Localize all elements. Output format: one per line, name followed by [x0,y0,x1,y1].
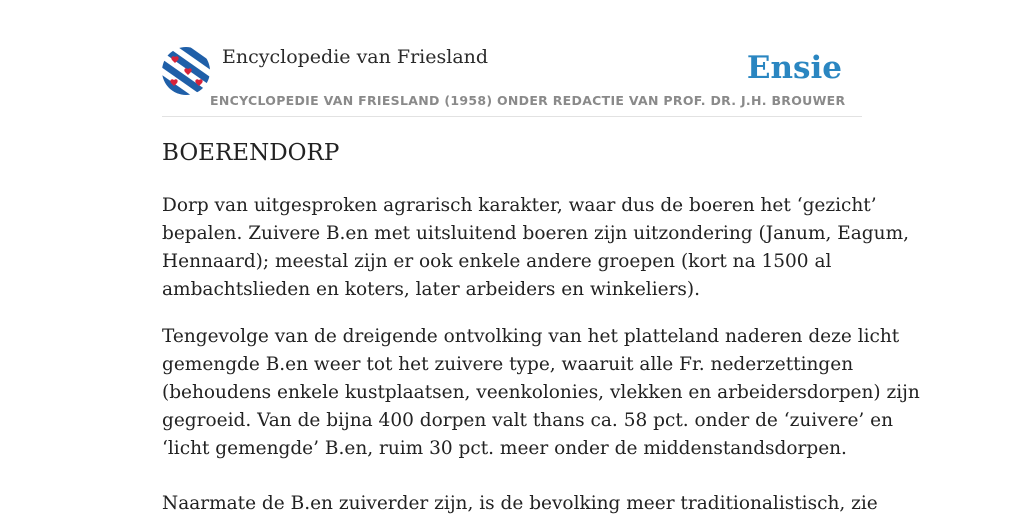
frisian-flag-icon[interactable] [162,47,210,95]
text-line: gegroeid. Van de bijna 400 dorpen valt thans ca. 58 pct. onder de ‘zuivere’ en [162,410,894,431]
text-line: bepalen. Zuivere B.en met uitsluitend boeren zijn uitzondering (Janum, Eagum, [162,223,909,244]
text-line: Naarmate de B.en zuiverder zijn, is de bevolking meer traditionalistisch, zie [162,493,878,514]
text-line: Tengevolge van de dreigende ontvolking van het platteland naderen deze licht [162,326,900,347]
paragraph [162,192,909,304]
text-line: ‘licht gemengde’ B.en, ruim 30 pct. meer onder de middenstandsdorpen. [162,438,847,459]
paragraph [162,490,878,518]
text-line: gemengde B.en weer tot het zuivere type, waaruit alle Fr. nederzettingen [162,354,854,375]
site-title[interactable]: Encyclopedie van Friesland [222,46,489,68]
article-title: BOERENDORP [162,140,340,166]
site-subtitle: ENCYCLOPEDIE VAN FRIESLAND (1958) ONDER REDACTIE VAN PROF. DR. J.H. BROUWER [210,93,846,108]
text-line: ambachtslieden en koters, later arbeiders en winkeliers). [162,279,701,300]
paragraph [162,323,920,463]
site-header [162,0,862,117]
brand-logo[interactable]: Ensie [746,50,842,86]
text-line: Hennaard); meestal zijn er ook enkele andere groepen (kort na 1500 al [162,251,832,272]
page [162,0,920,514]
text-line: (behoudens enkele kustplaatsen, veenkolonies, vlekken en arbeidersdorpen) zijn [162,382,920,403]
text-line: Dorp van uitgesproken agrarisch karakter, waar dus de boeren het ‘gezicht’ [162,195,877,216]
